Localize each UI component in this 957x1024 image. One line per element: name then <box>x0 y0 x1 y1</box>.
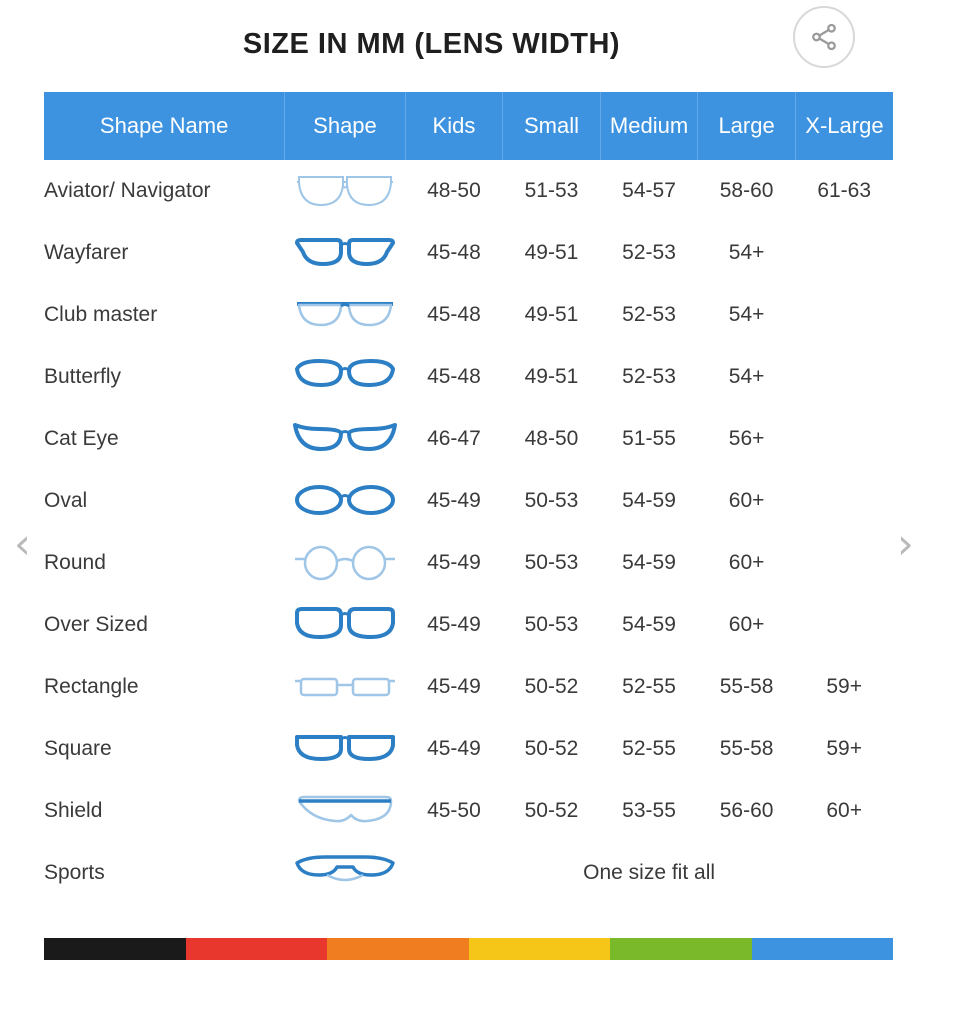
cell-shape-icon <box>285 470 405 532</box>
column-header-kids: Kids <box>405 92 503 160</box>
table-header <box>44 92 893 160</box>
cell-medium: 52-53 <box>622 303 676 326</box>
color-swatch-yellow <box>469 938 611 960</box>
cell-kids: 46-47 <box>427 427 481 450</box>
rectangle-glasses-icon <box>285 665 405 709</box>
table-row <box>44 718 893 780</box>
cell-small: 50-53 <box>524 489 579 512</box>
cell-large: 55-58 <box>719 675 774 698</box>
cell-medium: 52-55 <box>622 737 676 760</box>
square-glasses-icon <box>285 727 405 771</box>
cell-small: 50-53 <box>524 551 579 574</box>
cell-medium: 54-59 <box>622 551 676 574</box>
cell-shape-icon <box>285 284 405 346</box>
cell-shape-name: Shield <box>44 799 103 822</box>
cell-shape-name: Butterfly <box>44 365 122 388</box>
cell-xlarge <box>795 470 893 532</box>
cell-shape-icon <box>285 408 405 470</box>
cell-small: 49-51 <box>524 241 579 264</box>
share-icon <box>809 22 839 52</box>
cell-kids: 45-48 <box>427 365 481 388</box>
cell-small: 49-51 <box>524 365 579 388</box>
cell-medium: 54-57 <box>622 179 676 202</box>
cell-xlarge <box>795 408 893 470</box>
cell-xlarge <box>795 284 893 346</box>
cell-kids: 45-49 <box>427 489 481 512</box>
cell-shape-name: Club master <box>44 303 158 326</box>
cell-shape-icon <box>285 718 405 780</box>
table-row <box>44 284 893 346</box>
cell-shape-name: Cat Eye <box>44 427 119 450</box>
cell-shape-name: Wayfarer <box>44 241 129 264</box>
cell-large: 60+ <box>728 551 765 574</box>
cell-small: 50-52 <box>524 675 579 698</box>
cell-large: 55-58 <box>719 737 774 760</box>
cell-xlarge: 61-63 <box>817 179 872 202</box>
cell-small: 49-51 <box>524 303 579 326</box>
cell-shape-icon <box>285 346 405 408</box>
cell-shape-icon <box>285 532 405 594</box>
cell-large: 54+ <box>728 365 765 388</box>
aviator-glasses-icon <box>285 169 405 213</box>
color-swatch-black <box>44 938 186 960</box>
size-chart-table <box>44 92 893 904</box>
cell-kids: 45-48 <box>427 303 481 326</box>
cell-shape-name: Aviator/ Navigator <box>44 179 211 202</box>
cell-xlarge: 60+ <box>826 799 862 822</box>
cell-shape-name: Round <box>44 551 106 574</box>
cell-small: 50-52 <box>524 799 579 822</box>
sports-glasses-icon <box>285 851 405 895</box>
cell-medium: 54-59 <box>622 489 676 512</box>
cell-shape-icon <box>285 656 405 718</box>
cell-large: 54+ <box>728 241 765 264</box>
cell-small: 48-50 <box>524 427 579 450</box>
cateye-glasses-icon <box>285 417 405 461</box>
cell-xlarge <box>795 532 893 594</box>
table-row <box>44 532 893 594</box>
cell-medium: 52-55 <box>622 675 676 698</box>
cell-shape-icon <box>285 160 405 222</box>
table-row <box>44 222 893 284</box>
cell-shape-name: Oval <box>44 489 88 512</box>
round-glasses-icon <box>285 541 405 585</box>
cell-large: 60+ <box>728 613 765 636</box>
table-body <box>44 160 893 904</box>
table-row <box>44 656 893 718</box>
clubmaster-glasses-icon <box>285 293 405 337</box>
share-button[interactable] <box>793 6 855 68</box>
color-swatch-orange <box>327 938 469 960</box>
shield-glasses-icon <box>285 789 405 833</box>
cell-one-size-note: One size fit all <box>583 861 716 884</box>
cell-kids: 45-49 <box>427 551 481 574</box>
cell-xlarge: 59+ <box>826 737 862 760</box>
cell-shape-icon <box>285 780 405 842</box>
table-row <box>44 470 893 532</box>
cell-xlarge: 59+ <box>826 675 862 698</box>
cell-small: 51-53 <box>524 179 579 202</box>
table-row <box>44 408 893 470</box>
cell-xlarge <box>795 222 893 284</box>
cell-medium: 51-55 <box>622 427 676 450</box>
cell-large: 58-60 <box>719 179 774 202</box>
next-slide-button[interactable]: › <box>897 519 914 568</box>
column-header-large: Large <box>698 92 796 160</box>
column-header-small: Small <box>503 92 601 160</box>
table-row <box>44 780 893 842</box>
cell-medium: 52-53 <box>622 241 676 264</box>
cell-kids: 45-50 <box>427 799 481 822</box>
cell-medium: 54-59 <box>622 613 676 636</box>
column-header-shape-name: Shape Name <box>44 92 285 160</box>
cell-kids: 45-48 <box>427 241 481 264</box>
cell-shape-icon <box>285 842 405 904</box>
cell-shape-icon <box>285 222 405 284</box>
table-row <box>44 346 893 408</box>
page-title: SIZE IN MM (LENS WIDTH) <box>242 28 621 60</box>
cell-small: 50-52 <box>524 737 579 760</box>
cell-medium: 52-53 <box>622 365 676 388</box>
cell-kids: 48-50 <box>427 179 481 202</box>
cell-kids: 45-49 <box>427 737 481 760</box>
wayfarer-glasses-icon <box>285 231 405 275</box>
color-swatch-blue <box>752 938 894 960</box>
oversized-glasses-icon <box>285 603 405 647</box>
cell-large: 56-60 <box>719 799 774 822</box>
cell-kids: 45-49 <box>427 613 481 636</box>
column-header-xlarge: X-Large <box>795 92 893 160</box>
cell-kids: 45-49 <box>427 675 481 698</box>
cell-shape-name: Over Sized <box>44 613 148 636</box>
cell-xlarge <box>795 346 893 408</box>
cell-shape-name: Rectangle <box>44 675 139 698</box>
cell-large: 56+ <box>728 427 765 450</box>
butterfly-glasses-icon <box>285 355 405 399</box>
table-header-row <box>44 92 893 160</box>
table-row <box>44 842 893 904</box>
cell-small: 50-53 <box>524 613 579 636</box>
table-row <box>44 160 893 222</box>
cell-large: 54+ <box>728 303 765 326</box>
prev-slide-button[interactable]: ‹ <box>14 519 31 568</box>
column-header-medium: Medium <box>600 92 698 160</box>
cell-shape-icon <box>285 594 405 656</box>
cell-shape-name: Square <box>44 737 112 760</box>
oval-glasses-icon <box>285 479 405 523</box>
column-header-shape: Shape <box>285 92 405 160</box>
color-bar <box>44 938 893 960</box>
color-swatch-red <box>186 938 328 960</box>
cell-large: 60+ <box>728 489 765 512</box>
color-swatch-green <box>610 938 752 960</box>
cell-xlarge <box>795 594 893 656</box>
cell-medium: 53-55 <box>622 799 676 822</box>
cell-shape-name: Sports <box>44 861 105 884</box>
table-row <box>44 594 893 656</box>
